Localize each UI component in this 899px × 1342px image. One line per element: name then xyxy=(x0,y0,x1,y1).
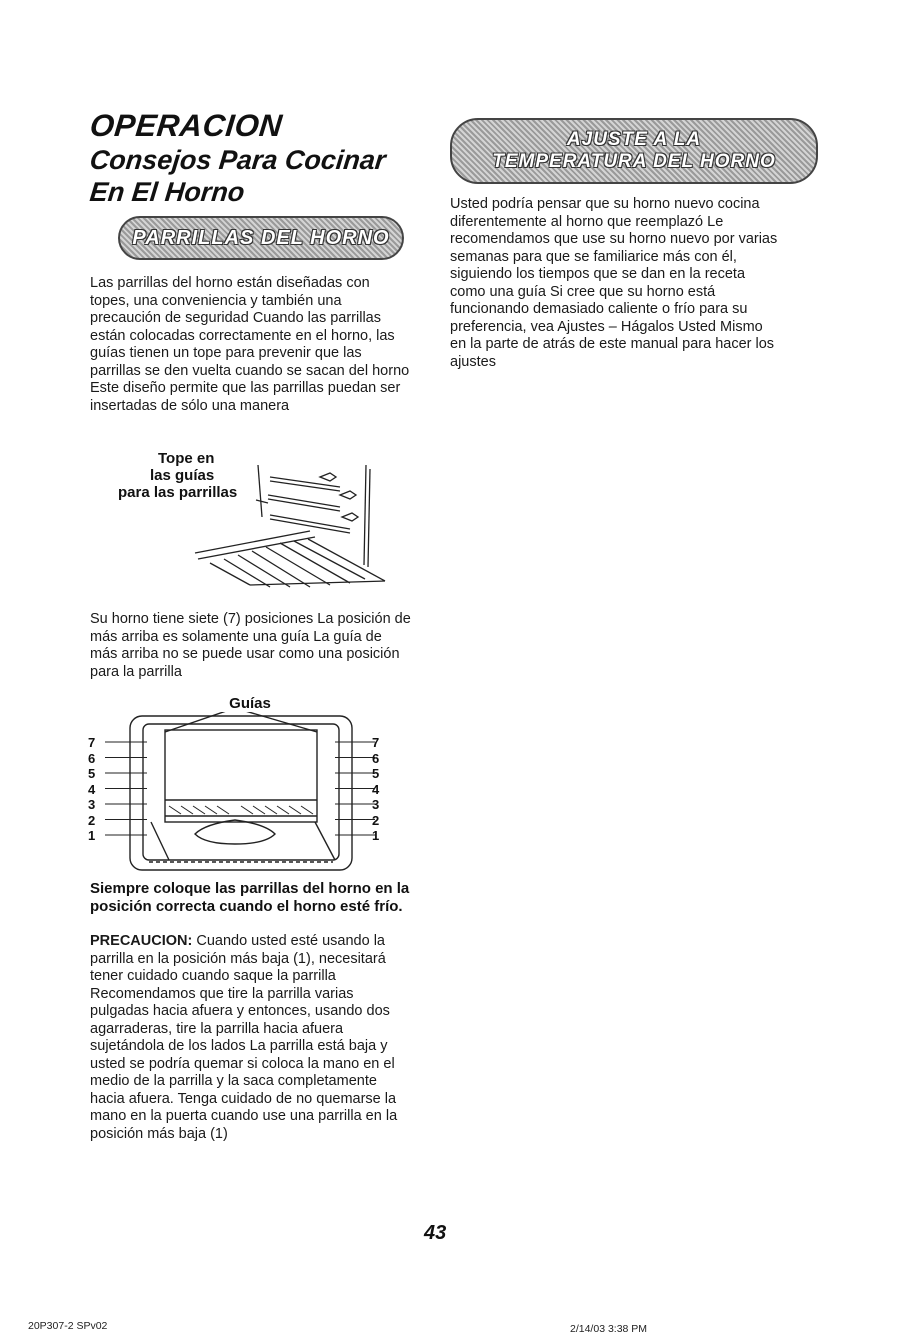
temperature-adjust-paragraph xyxy=(450,196,780,371)
rack-position-left: 3 xyxy=(88,797,96,812)
rack-position-right: 1 xyxy=(372,828,380,843)
positions-text: Su horno tiene siete (7) posiciones La posición de más arriba es solamente una guía La guía de más arriba no se puede usar como una posición para la parrilla xyxy=(90,611,411,680)
figure1-label-line3: para las parrillas xyxy=(118,484,238,501)
oven-rack-positions-diagram xyxy=(85,712,395,882)
rack-position-left: 6 xyxy=(88,750,96,766)
caution-paragraph xyxy=(90,933,412,1143)
rack-position-right: 3 xyxy=(372,797,380,812)
banner-ajuste-line2: TEMPERATURA DEL HORNO xyxy=(492,151,776,172)
caution-text: Cuando usted esté usando la parrilla en la posición más baja (1), necesitará tener cuidado cuando saque la parrilla Recomendamos que tire la parrilla varias pulgadas hacia afuera y entonces, usando dos agarraderas, tire la parrilla hacia afuera sujetándola de los lados La parrilla está baja y usted se podría quemar si coloca la mano en el medio de la parrilla y la saca completamente hacia afuera. Tenga cuidado de no quemarse la mano en la puerta cuando use una parrilla en la posición más baja (1) xyxy=(90,933,398,1142)
banner-parrillas-del-horno xyxy=(118,216,404,260)
rack-position-right: 6 xyxy=(372,750,380,766)
figure1-label-line2: las guías xyxy=(150,467,215,484)
rack-position-left: 7 xyxy=(88,735,96,750)
page-number: 43 xyxy=(424,1222,447,1244)
rack-stop-illustration xyxy=(190,455,390,600)
banner-ajuste-temperatura xyxy=(450,118,818,184)
rack-position-left: 1 xyxy=(88,828,96,843)
intro-paragraph xyxy=(90,275,412,415)
intro-text: Las parrillas del horno están diseñadas con topes, una conveniencia y también una precaución de seguridad Cuando las parrillas están colocadas correctamente en el horno, las guías tienen un tope para prevenir que las parrillas se den vuelta cuando se sacan del horno Este diseño permite que las parrillas puedan ser insertadas de sólo una manera xyxy=(90,275,410,414)
temperature-adjust-text: Usted podría pensar que su horno nuevo cocina diferentemente al horno que reemplazó Le recomendamos que use su horno nuevo por varias semanas para que se familiarice más con él, siguiendo los tiempos que se dan en la receta como una guía Si cree que su horno está funcionando demasiado caliente o frío para su preferencia, vea Ajustes – Hágalos Usted Mismo en la parte de atrás de este manual para hacer los ajustes xyxy=(450,196,778,370)
figure2-label: Guías xyxy=(229,695,271,712)
footer-timestamp: 2/14/03 3:38 PM xyxy=(570,1323,648,1335)
rack-position-left: 2 xyxy=(88,812,96,828)
rack-position-right: 5 xyxy=(372,766,380,781)
always-note: Siempre coloque las parrillas del horno en la posición correcta cuando el horno esté frío. xyxy=(90,880,410,915)
rack-position-left: 4 xyxy=(88,781,96,797)
section-subtitle-line1: Consejos Para Cocinar xyxy=(88,145,388,175)
section-subtitle-line2: En El Horno xyxy=(88,177,247,207)
rack-position-right: 2 xyxy=(372,812,380,828)
page-title: OPERACION xyxy=(88,108,285,143)
footer-doc-code: 20P307-2 SPv02 xyxy=(28,1320,108,1332)
rack-position-right: 4 xyxy=(372,781,380,797)
figure1-label-line1: Tope en xyxy=(158,450,215,467)
banner-parrillas-label: PARRILLAS DEL HORNO xyxy=(132,226,390,249)
banner-ajuste-line1: AJUSTE A LA xyxy=(566,129,702,150)
rack-numbers-left xyxy=(88,735,102,844)
rack-position-left: 5 xyxy=(88,766,96,781)
rack-numbers-right xyxy=(372,735,386,844)
positions-paragraph xyxy=(90,611,412,681)
rack-position-right: 7 xyxy=(372,735,380,750)
caution-label: PRECAUCION: xyxy=(90,933,193,949)
